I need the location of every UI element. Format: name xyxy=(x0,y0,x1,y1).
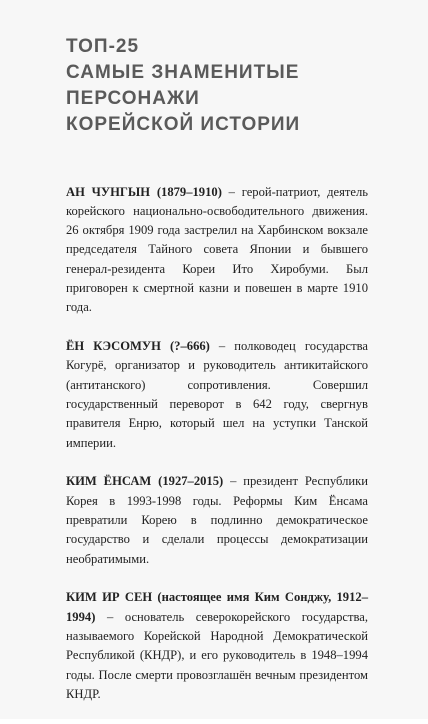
entries-list xyxy=(66,170,368,724)
heading-line: КОРЕЙСКОЙ ИСТОРИИ xyxy=(66,114,301,135)
entry-text: – президент Республики Корея в 1993-1998 годы. Реформы Ким Ёнсама превратили Корею в подлинно демократическое государство и сделали процессы демократизации необратимыми. xyxy=(66,474,368,566)
entry-name: АН ЧУНГЫН (1879–1910) xyxy=(66,184,222,199)
entry-text: – основатель северокорейского государства, называемого Корейской Народной Демократической Республикой (КНДР), и его руководитель в 1948–1994 годы. После смерти провозглашён вечным президентом КНДР. xyxy=(66,609,368,701)
entry-yon-kesomun xyxy=(66,337,368,453)
entry-kim-yonsam xyxy=(66,472,368,568)
entry-name: КИМ ИР СЕН (настоящее имя Ким Сонджу, 1912–1994) xyxy=(66,590,368,624)
entry-kim-il-sung xyxy=(66,588,368,704)
page-heading xyxy=(66,34,396,138)
entry-name: ЁН КЭСОМУН (?–666) xyxy=(66,339,210,354)
heading-line: ТОП-25 xyxy=(66,36,140,57)
entry-name: КИМ ЁНСАМ (1927–2015) xyxy=(66,474,224,489)
entry-text: – герой-патриот, деятель корейского национально-освободительного движения. 26 октября 1909 года застрелил на Харбинском вокзале председателя Тайного совета Японии и бывшего генерал-резидента Кореи Ито Хиробуми. Был приговорен к смертной казни и повешен в марте 1910 года. xyxy=(66,184,368,315)
heading-line: ПЕРСОНАЖИ xyxy=(66,88,200,109)
entry-an-chunggyn xyxy=(66,183,368,318)
entry-text: – полководец государства Когурё, организатор и руководитель антикитайского (антитанского) сопротивления. Совершил государственный переворот в 642 году, свергнув правителя Енрю, который шел на уступки Танской империи. xyxy=(66,339,368,450)
heading-line: САМЫЕ ЗНАМЕНИТЫЕ xyxy=(66,62,300,83)
